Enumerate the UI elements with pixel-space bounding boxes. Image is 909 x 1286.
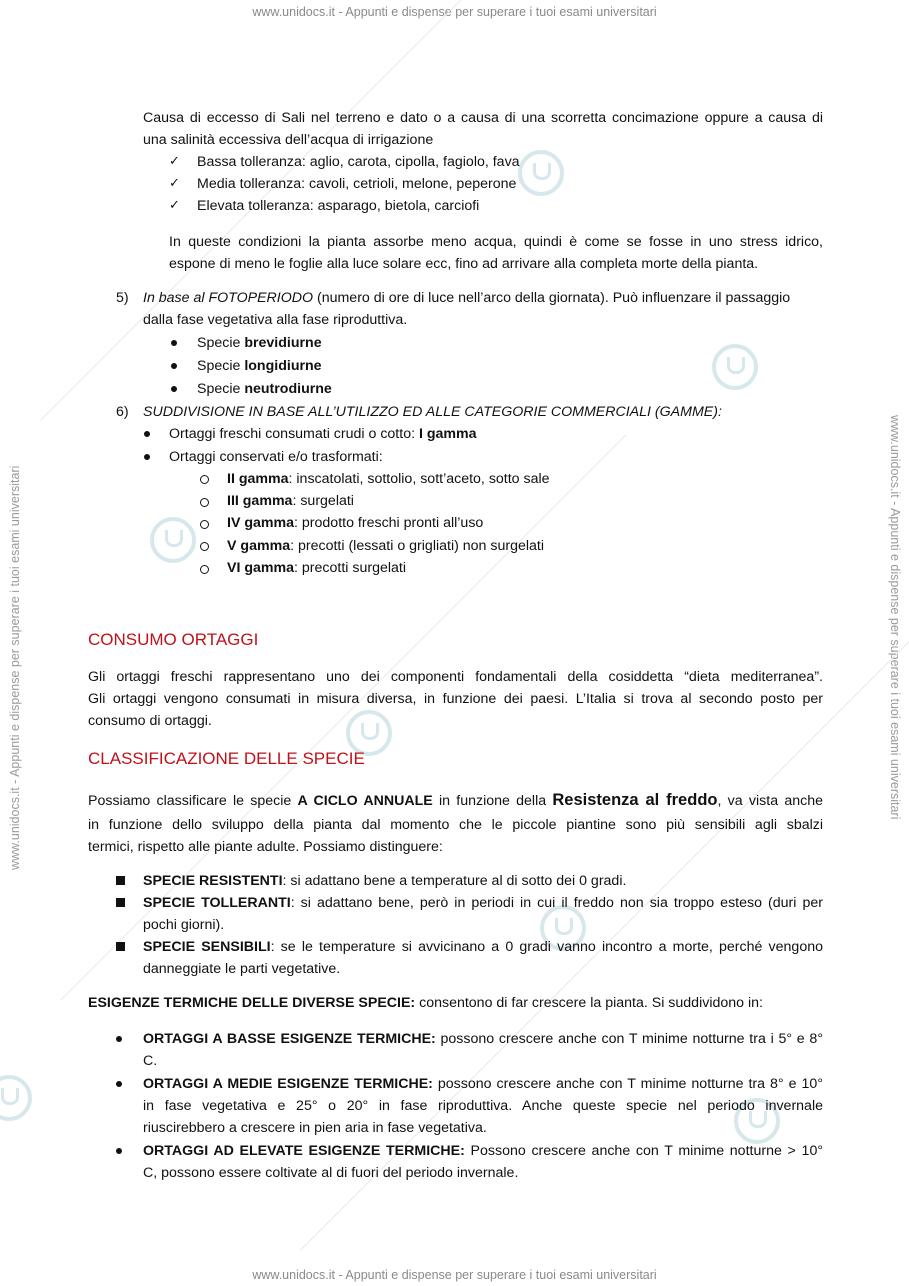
paragraph-line: consumo di ortaggi. [88,713,212,729]
list-item-continuation: danneggiate le parti vegetative. [143,961,341,977]
bullet-icon [144,454,150,460]
circle-bullet-icon [200,542,209,551]
inline-text: possono crescere anche con T minime notturne tra 8° e 10° [432,1076,823,1092]
inline-bold: ORTAGGI A BASSE ESIGENZE TERMICHE: [143,1031,436,1047]
inline-bold: brevidiurne [244,335,322,351]
inline-bold: SPECIE RESISTENTI [143,873,283,889]
paragraph-line: termici, rispetto alle piante adulte. Possiamo distinguere: [88,839,443,855]
inline-bold: ORTAGGI A MEDIE ESIGENZE TERMICHE: [143,1076,433,1092]
bullet-icon [171,386,177,392]
inline-text: : se le temperature si avvicinano a 0 gradi vanno incontro a morte, perché vengono [270,939,823,955]
bullet-icon [116,1148,122,1154]
circle-bullet-icon [200,520,209,529]
inline-bold: IV gamma [227,515,295,531]
bullet-icon [116,1081,122,1087]
paragraph-line: in funzione dello sviluppo della pianta dal momento che le piccole piantine sono più sensibili agli sbalzi [88,817,823,833]
bullet-icon [171,340,177,346]
list-item [143,894,823,912]
inline-text: : precotti surgelati [294,560,407,576]
list-number: 5) [116,290,129,306]
inline-text: consentono di far crescere la pianta. Si suddividono in: [415,995,763,1011]
paragraph-line: Gli ortaggi vengono consumati in misura diversa, in funzione dei paesi. L’Italia si trova al secondo posto per [88,691,823,707]
list-item-continuation: C, possono essere coltivate al di fuori del periodo invernale. [143,1165,519,1181]
square-bullet-icon [116,898,125,907]
list-item [227,470,550,488]
section-title: In base al FOTOPERIODO [143,290,314,306]
paragraph-line: In queste condizioni la pianta assorbe meno acqua, quindi è come se fosse in uno stress idrico, [169,234,823,250]
square-bullet-icon [116,942,125,951]
paragraph-line [143,289,790,307]
list-item [143,1075,823,1093]
list-item [143,872,626,890]
list-item [143,938,823,956]
list-item-continuation: in fase vegetativa e 25° o 20° in fase riproduttiva. Anche queste specie nel periodo invernale [143,1098,823,1114]
list-number: 6) [116,404,129,420]
list-item [197,334,322,352]
checkmark-icon: ✓ [169,197,180,212]
list-item [143,1030,823,1048]
circle-bullet-icon [200,498,209,507]
list-item-continuation: riuscirebbero a crescere in pien aria in fase vegetativa. [143,1120,487,1136]
inline-bold: longidiurne [244,358,322,374]
inline-text: : inscatolati, sottolio, sott’aceto, sotto sale [288,471,550,487]
inline-text: : surgelati [292,493,354,509]
watermark-logo-icon [0,1075,32,1121]
section-heading: CONSUMO ORTAGGI [88,630,259,649]
list-item [169,425,477,443]
inline-text: : si adattano bene a temperature al di sotto dei 0 gradi. [282,873,627,889]
list-item: Media tolleranza: cavoli, cetrioli, melone, peperone [197,176,517,192]
list-item [227,492,354,510]
inline-text: Specie [197,358,245,374]
list-item [227,559,406,577]
inline-text: Possiamo classificare le specie [88,793,298,809]
inline-bold-large: Resistenza al freddo [552,791,718,809]
inline-bold: I gamma [418,426,477,442]
list-item [227,514,483,532]
inline-text: possono crescere anche con T minime notturne tra i 5° e 8° [435,1031,823,1047]
watermark-right: www.unidocs.it - Appunti e dispense per superare i tuoi esami universitari [888,415,902,820]
inline-text: Specie [197,335,245,351]
list-item-continuation: C. [143,1053,158,1069]
paragraph-line: espone di meno le foglie alla luce solare ecc, fino ad arrivare alla completa morte della pianta. [169,256,759,272]
list-item [197,380,332,398]
list-item: Ortaggi conservati e/o trasformati: [169,449,383,465]
paragraph-line: dalla fase vegetativa alla fase riproduttiva. [143,312,408,328]
paragraph-line: Gli ortaggi freschi rappresentano uno dei componenti fondamentali della cosiddetta “dieta mediterranea”. [88,669,823,685]
paragraph-line [88,994,763,1012]
inline-text: Ortaggi freschi consumati crudi o cotto: [169,426,419,442]
inline-text: : si adattano bene, però in periodi in cui il freddo non sia troppo esteso (duri per [290,895,823,911]
square-bullet-icon [116,876,125,885]
inline-bold: VI gamma [227,560,295,576]
inline-text: , va vista anche [717,793,823,809]
bullet-icon [144,431,150,437]
bullet-icon [171,363,177,369]
section-heading: CLASSIFICAZIONE DELLE SPECIE [88,749,365,768]
list-item: Bassa tolleranza: aglio, carota, cipolla, fagiolo, fava [197,154,520,170]
watermark-logo-icon [150,517,196,563]
inline-bold: neutrodiurne [244,381,332,397]
paragraph-line: Causa di eccesso di Sali nel terreno e dato o a causa di una scorretta concimazione oppure a causa di [143,110,823,126]
checkmark-icon: ✓ [169,153,180,168]
paragraph-line: una salinità eccessiva dell’acqua di irrigazione [143,132,434,148]
list-item-continuation: pochi giorni). [143,917,225,933]
list-item [227,537,544,555]
paragraph-line [88,789,823,812]
watermark-logo-icon [712,344,758,390]
inline-bold: SPECIE SENSIBILI [143,939,271,955]
inline-bold: ESIGENZE TERMICHE DELLE DIVERSE SPECIE: [88,995,416,1011]
circle-bullet-icon [200,475,209,484]
list-item [143,1142,823,1160]
inline-text: in funzione della [432,793,553,809]
inline-text: : prodotto freschi pronti all’uso [294,515,484,531]
inline-bold: II gamma [227,471,289,487]
inline-bold: V gamma [227,538,291,554]
inline-bold: ORTAGGI AD ELEVATE ESIGENZE TERMICHE: [143,1143,465,1159]
inline-bold: A CICLO ANNUALE [297,793,433,809]
watermark-header: www.unidocs.it - Appunti e dispense per superare i tuoi esami universitari [252,5,657,19]
checkmark-icon: ✓ [169,175,180,190]
list-item [197,357,322,375]
watermark-logo-icon [518,150,564,196]
circle-bullet-icon [200,565,209,574]
bullet-icon [116,1036,122,1042]
watermark-left: www.unidocs.it - Appunti e dispense per superare i tuoi esami universitari [8,465,22,870]
inline-bold: III gamma [227,493,293,509]
watermark-footer: www.unidocs.it - Appunti e dispense per superare i tuoi esami universitari [252,1268,657,1282]
inline-text: (numero di ore di luce nell’arco della giornata). Può influenzare il passaggio [313,290,791,306]
inline-bold: SPECIE TOLLERANTI [143,895,291,911]
list-item: Elevata tolleranza: asparago, bietola, carciofi [197,198,480,214]
section-title: SUDDIVISIONE IN BASE ALL’UTILIZZO ED ALLE CATEGORIE COMMERCIALI (GAMME): [143,404,722,420]
inline-text: : precotti (lessati o grigliati) non surgelati [290,538,545,554]
inline-text: Specie [197,381,245,397]
inline-text: Possono crescere anche con T minime notturne > 10° [464,1143,824,1159]
